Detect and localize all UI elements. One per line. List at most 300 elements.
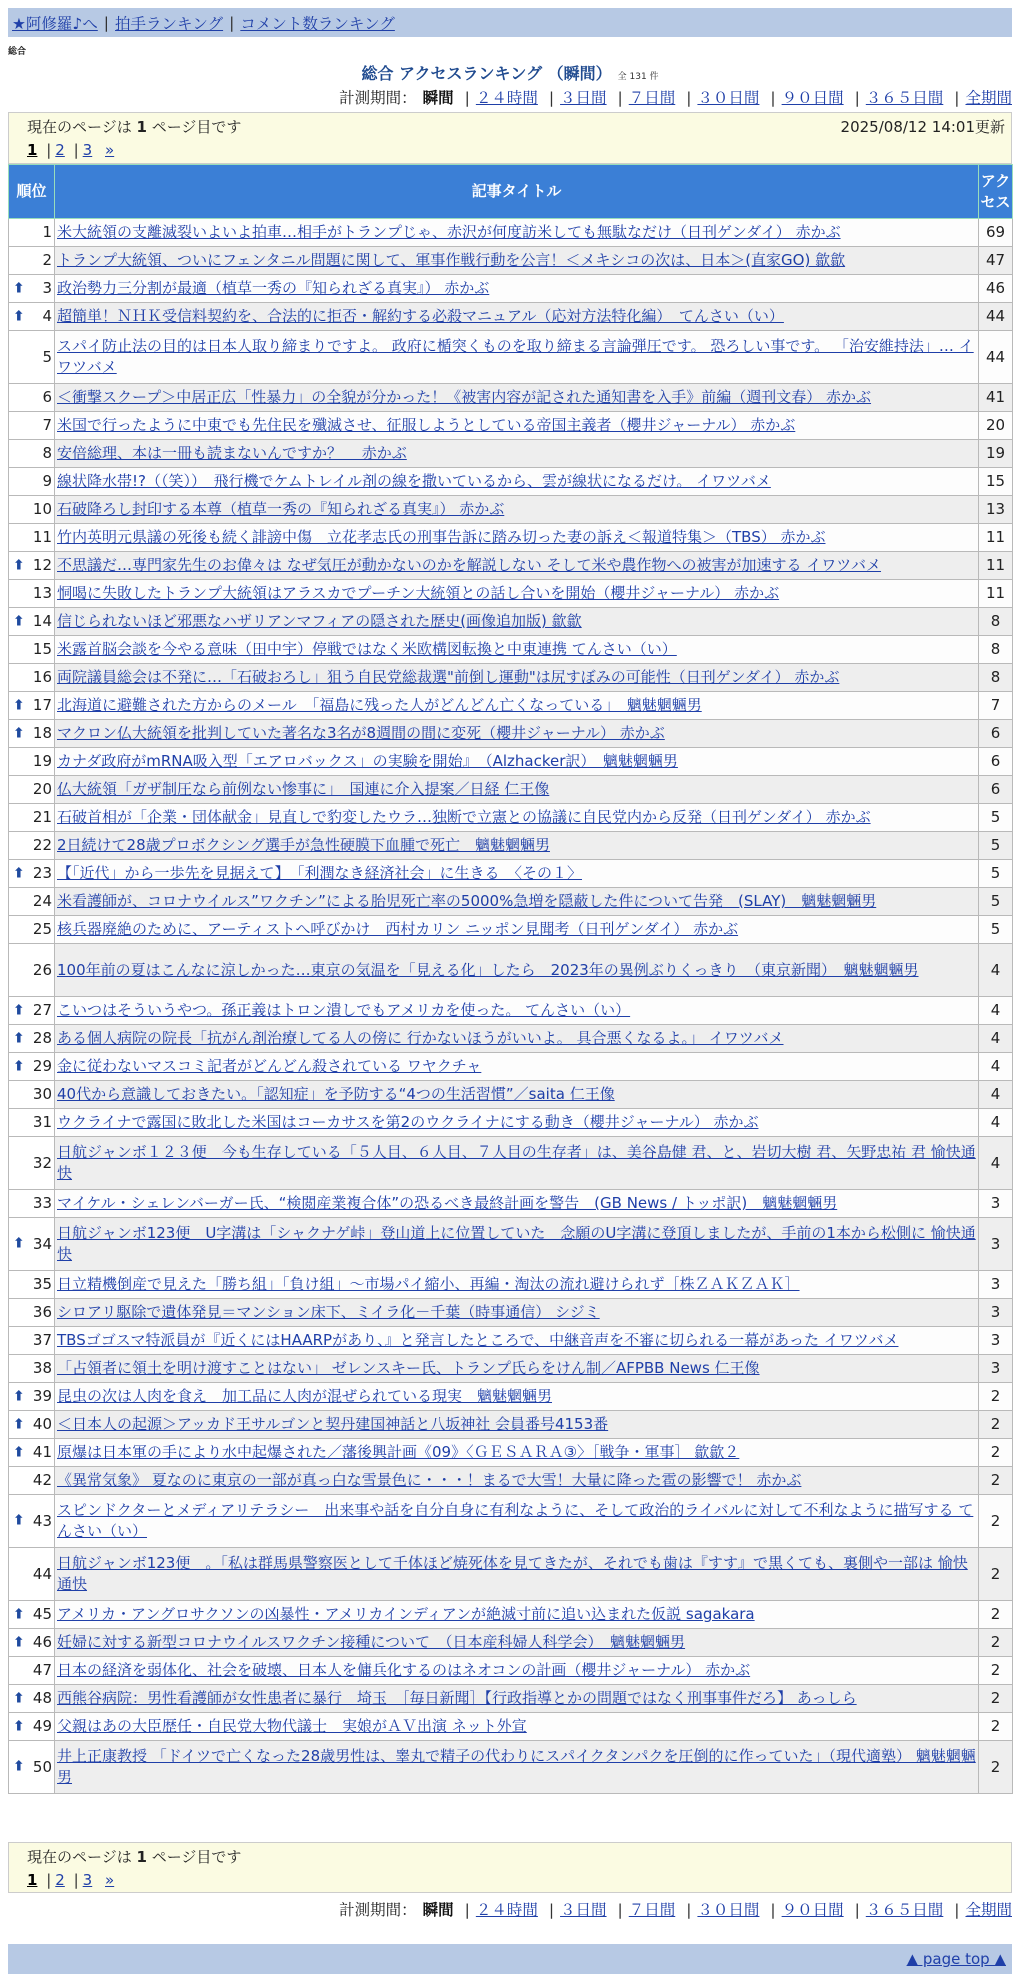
page-2-link[interactable]: 2 xyxy=(55,141,65,159)
article-link[interactable]: カナダ政府がmRNA吸入型「エアロバックス」の実験を開始』 （Alzhacker訳） 魑魅魍魎男 xyxy=(57,752,678,770)
period-separator: | xyxy=(464,1901,470,1919)
article-link[interactable]: 2日続けて28歳プロボクシング選手が急性硬膜下血腫で死亡 魑魅魍魎男 xyxy=(57,836,550,854)
access-count: 5 xyxy=(979,804,1013,832)
table-row xyxy=(9,1657,1013,1685)
table-row xyxy=(9,1601,1013,1629)
access-count: 2 xyxy=(979,1741,1013,1794)
rank-cell xyxy=(9,720,55,748)
rank-number: 1 xyxy=(42,223,52,241)
rank-number: 42 xyxy=(32,1471,52,1489)
table-row xyxy=(9,888,1013,916)
article-link[interactable]: 原爆は日本軍の手により水中起爆された／藩後興計画《09》〈ＧＥＳＡＲＡ③〉［戦争・軍事］ 歙歙２ xyxy=(57,1443,740,1461)
up-arrow-icon: ⬆ xyxy=(13,1388,25,1404)
access-count: 2 xyxy=(979,1495,1013,1548)
access-count: 20 xyxy=(979,412,1013,440)
article-link[interactable]: ある個人病院の院長「抗がん剤治療してる人の傍に 行かないほうがいいよ。 具合悪くなるよ。」 イワツバメ xyxy=(57,1029,784,1047)
title-cell xyxy=(55,331,979,384)
rank-cell xyxy=(9,412,55,440)
rank-cell xyxy=(9,1355,55,1383)
access-count: 2 xyxy=(979,1657,1013,1685)
rank-cell xyxy=(9,1467,55,1495)
top-nav xyxy=(8,8,1012,37)
rank-cell xyxy=(9,468,55,496)
title-cell xyxy=(55,1271,979,1299)
article-link[interactable]: 日航ジャンボ123便 U字溝は「シャクナゲ峠」登山道上に位置していた 念願のU字溝に登頂しましたが、手前の1本から松側に 愉快通快 xyxy=(57,1224,976,1263)
rank-cell xyxy=(9,275,55,303)
rank-number: 39 xyxy=(32,1387,52,1405)
access-count: 2 xyxy=(979,1601,1013,1629)
rank-cell xyxy=(9,384,55,412)
rank-number: 16 xyxy=(32,668,52,686)
total-count: 全 131 件 xyxy=(617,72,659,82)
title-cell xyxy=(55,468,979,496)
rank-number: 48 xyxy=(32,1689,52,1707)
page-separator: | xyxy=(46,1871,52,1889)
table-row xyxy=(9,1190,1013,1218)
title-cell xyxy=(55,997,979,1025)
title-cell xyxy=(55,496,979,524)
rank-number: 8 xyxy=(42,444,52,462)
table-row xyxy=(9,1299,1013,1327)
period-separator: | xyxy=(548,1901,555,1919)
rank-cell xyxy=(9,331,55,384)
rank-column-header: 順位 xyxy=(9,165,55,219)
article-link[interactable]: 【「近代」から一歩先を見据えて】 「利潤なき経済社会」に生きる 〈その１〉 xyxy=(57,864,583,882)
rank-cell xyxy=(9,247,55,275)
table-row xyxy=(9,636,1013,664)
rank-number: 40 xyxy=(32,1415,52,1433)
rank-number: 30 xyxy=(32,1085,52,1103)
home-link[interactable]: ★阿修羅♪へ xyxy=(12,14,98,33)
table-row xyxy=(9,1081,1013,1109)
table-row xyxy=(9,608,1013,636)
title-cell xyxy=(55,776,979,804)
access-column-header: アクセス xyxy=(979,165,1013,219)
up-arrow-icon: ⬆ xyxy=(13,1512,25,1529)
title-cell xyxy=(55,1327,979,1355)
article-link[interactable]: 不思議だ…専門家先生のお偉々は なぜ気圧が動かないのかを解説しない そして米や農作物への被害が加速する イワツバメ xyxy=(57,556,882,574)
table-row xyxy=(9,692,1013,720)
page-1-current: 1 xyxy=(27,1871,38,1889)
rank-cell xyxy=(9,524,55,552)
title-cell xyxy=(55,720,979,748)
article-link[interactable]: 石破降ろし封印する本尊（植草一秀の『知られざる真実』） 赤かぶ xyxy=(57,500,505,518)
table-row xyxy=(9,219,1013,247)
page-top-link[interactable]: ▲ page top ▲ xyxy=(906,1950,1006,1968)
footer-bar xyxy=(8,1944,1012,1974)
article-link[interactable]: 100年前の夏はこんなに涼しかった…東京の気温を「見える化」したら 2023年の異例ぶりくっきり （東京新聞） 魑魅魍魎男 xyxy=(57,960,919,979)
nav-separator: | xyxy=(103,13,110,32)
period-7d-link[interactable]: ７日間 xyxy=(628,89,676,107)
rank-cell xyxy=(9,944,55,997)
up-arrow-icon: ⬆ xyxy=(13,1606,25,1622)
article-link[interactable]: 米国で行ったように中東でも先住民を殲滅させ、征服しようとしている帝国主義者（櫻井ジャーナル） 赤かぶ xyxy=(57,416,796,434)
article-link[interactable]: 政治勢力三分割が最適（植草一秀の『知られざる真実』） 赤かぶ xyxy=(57,279,490,297)
rank-cell xyxy=(9,440,55,468)
rank-number: 45 xyxy=(32,1605,52,1623)
rank-cell xyxy=(9,1548,55,1601)
table-row xyxy=(9,1355,1013,1383)
article-link[interactable]: 父親はあの大臣歴任・自民党大物代議士 実娘がＡＶ出演 ネット外宣 xyxy=(57,1717,527,1735)
table-row xyxy=(9,580,1013,608)
title-cell xyxy=(55,1218,979,1271)
access-count: 15 xyxy=(979,468,1013,496)
page-2-link[interactable]: 2 xyxy=(55,1871,65,1889)
rank-cell xyxy=(9,608,55,636)
up-arrow-icon: ⬆ xyxy=(13,697,25,713)
title-cell xyxy=(55,664,979,692)
access-count: 11 xyxy=(979,524,1013,552)
rank-cell xyxy=(9,1327,55,1355)
rank-cell xyxy=(9,860,55,888)
rank-number: 19 xyxy=(32,752,52,770)
table-row xyxy=(9,776,1013,804)
access-count: 3 xyxy=(979,1355,1013,1383)
table-row xyxy=(9,944,1013,997)
up-arrow-icon: ⬆ xyxy=(13,725,25,741)
article-link[interactable]: トランプ大統領、ついにフェンタニル問題に関して、軍事作戦行動を公言！＜メキシコの次は、日本＞(直家GO) 歙歙 xyxy=(57,251,846,269)
article-link[interactable]: 安倍総理、本は一冊も読まないんですか？ 赤かぶ xyxy=(57,444,407,462)
period-7d-link[interactable]: ７日間 xyxy=(628,1901,676,1919)
article-link[interactable]: 超簡単！ＮＨＫ受信料契約を、合法的に拒否・解約する必殺マニュアル（応対方法特化編） てんさい（い） xyxy=(57,307,784,325)
access-count: 4 xyxy=(979,944,1013,997)
access-count: 3 xyxy=(979,1271,1013,1299)
table-row xyxy=(9,1713,1013,1741)
access-count: 4 xyxy=(979,997,1013,1025)
table-row xyxy=(9,468,1013,496)
page-links xyxy=(27,1871,114,1889)
access-count: 4 xyxy=(979,1137,1013,1190)
period-separator: | xyxy=(617,1901,623,1919)
title-cell xyxy=(55,832,979,860)
title-cell xyxy=(55,1685,979,1713)
article-link[interactable]: 井上正康教授 「ドイツで亡くなった28歳男性は、睾丸で精子の代わりにスパイクタンパクを圧倒的に作っていた」（現代適塾） 魑魅魍魎男 xyxy=(57,1747,976,1786)
rank-cell xyxy=(9,1025,55,1053)
table-row xyxy=(9,496,1013,524)
article-link[interactable]: 昆虫の次は人肉を食え 加工品に人肉が混ぜられている現実 魑魅魍魎男 xyxy=(57,1387,553,1405)
period-separator: | xyxy=(686,89,692,107)
article-link[interactable]: 「占領者に領土を明け渡すことはない」 ゼレンスキー氏、トランプ氏らをけん制／AFPBB News 仁王像 xyxy=(57,1359,760,1377)
article-link[interactable]: スピンドクターとメディアリテラシー 出来事や話を自分自身に有利なように、そして政治的ライバルに対して不利なように描写する てんさい（い） xyxy=(57,1501,974,1540)
table-row xyxy=(9,1629,1013,1657)
period-90d-link[interactable]: ９０日間 xyxy=(781,89,844,107)
up-arrow-icon: ⬆ xyxy=(13,308,25,324)
title-cell xyxy=(55,1053,979,1081)
rank-cell xyxy=(9,1713,55,1741)
page-separator: | xyxy=(46,141,52,159)
up-arrow-icon: ⬆ xyxy=(13,557,25,573)
table-row xyxy=(9,664,1013,692)
rank-cell xyxy=(9,748,55,776)
category-label: 総合 xyxy=(8,47,27,57)
title-cell xyxy=(55,524,979,552)
article-link[interactable]: 金に従わないマスコミ記者がどんどん殺されている ワヤクチャ xyxy=(57,1057,482,1075)
comment-ranking-link[interactable]: コメント数ランキング xyxy=(240,14,395,33)
access-count: 6 xyxy=(979,748,1013,776)
rank-cell xyxy=(9,580,55,608)
period-separator: | xyxy=(954,1901,960,1919)
period-separator: | xyxy=(954,89,960,107)
article-link[interactable]: ウクライナで露国に敗北した米国はコーカサスを第2のウクライナにする動き（櫻井ジャーナル） 赤かぶ xyxy=(57,1113,759,1131)
title-cell xyxy=(55,860,979,888)
rank-number: 21 xyxy=(32,808,52,826)
title-cell xyxy=(55,692,979,720)
rank-number: 50 xyxy=(32,1757,52,1776)
table-row xyxy=(9,997,1013,1025)
title-cell xyxy=(55,247,979,275)
title-cell xyxy=(55,1548,979,1601)
rank-number: 37 xyxy=(32,1331,52,1349)
page-links xyxy=(27,141,114,159)
title-cell xyxy=(55,748,979,776)
table-row xyxy=(9,1685,1013,1713)
table-row xyxy=(9,524,1013,552)
rank-number: 18 xyxy=(32,724,52,742)
rank-cell xyxy=(9,1657,55,1685)
rank-cell xyxy=(9,664,55,692)
article-link[interactable]: 米大統領の支離滅裂いよいよ拍車…相手がトランプじゃ、赤沢が何度訪米しても無駄なだけ（日刊ゲンダイ） 赤かぶ xyxy=(57,223,841,241)
access-count: 2 xyxy=(979,1439,1013,1467)
period-all-link[interactable]: 全期間 xyxy=(965,89,1012,107)
title-cell xyxy=(55,412,979,440)
rank-cell xyxy=(9,1081,55,1109)
title-cell xyxy=(55,1629,979,1657)
title-cell xyxy=(55,1383,979,1411)
rank-number: 31 xyxy=(32,1113,52,1131)
pager-top xyxy=(8,112,1012,164)
rank-cell xyxy=(9,916,55,944)
period-label: 計測期間： xyxy=(339,1901,417,1919)
access-count: 3 xyxy=(979,1327,1013,1355)
article-link[interactable]: 石破首相が「企業・団体献金」見直しで豹変したウラ…独断で立憲との協議に自民党内から反発（日刊ゲンダイ） 赤かぶ xyxy=(57,808,871,826)
up-arrow-icon: ⬆ xyxy=(13,1758,25,1775)
title-cell xyxy=(55,804,979,832)
period-separator: | xyxy=(770,1901,776,1919)
rank-number: 15 xyxy=(32,640,52,658)
page-3-link[interactable]: 3 xyxy=(82,141,93,159)
access-count: 2 xyxy=(979,1548,1013,1601)
rank-cell xyxy=(9,1629,55,1657)
next-page-link[interactable]: » xyxy=(105,141,115,159)
up-arrow-icon: ⬆ xyxy=(13,1058,25,1074)
title-cell xyxy=(55,1601,979,1629)
period-365d-link[interactable]: ３６５日間 xyxy=(865,89,944,107)
period-24h-link[interactable]: ２４時間 xyxy=(475,89,538,107)
article-link[interactable]: 日本の経済を弱体化、社会を破壊、日本人を傭兵化するのはネオコンの計画（櫻井ジャーナル） 赤かぶ xyxy=(57,1661,751,1679)
access-count: 47 xyxy=(979,247,1013,275)
period-90d-link[interactable]: ９０日間 xyxy=(781,1901,844,1919)
rank-cell xyxy=(9,1383,55,1411)
period-3d-link[interactable]: ３日間 xyxy=(560,89,607,107)
article-link[interactable]: 仏大統領「ガザ制圧なら前例ない惨事に」 国連に介入提案／日経 仁王像 xyxy=(57,780,550,798)
access-count: 11 xyxy=(979,580,1013,608)
rank-cell xyxy=(9,832,55,860)
table-row xyxy=(9,1327,1013,1355)
access-count: 4 xyxy=(979,1081,1013,1109)
article-link[interactable]: マクロン仏大統領を批判していた著名な3名が8週間の間に変死（櫻井ジャーナル） 赤かぶ xyxy=(57,724,665,742)
up-arrow-icon: ⬆ xyxy=(13,1030,25,1046)
period-all-link[interactable]: 全期間 xyxy=(965,1901,1012,1919)
article-link[interactable]: ＜衝撃スクープ＞中居正広「性暴力」の全貌が分かった！《被害内容が記された通知書を入手》前編（週刊文春） 赤かぶ xyxy=(57,388,872,406)
article-link[interactable]: 核兵器廃絶のために、アーティストへ呼びかけ 西村カリン ニッポン見聞考（日刊ゲンダイ） 赤かぶ xyxy=(57,920,739,938)
table-row xyxy=(9,860,1013,888)
article-link[interactable]: 北海道に避難された方からのメール 「福島に残った人がどんどん亡くなっている」 魑魅魍魎男 xyxy=(57,696,702,714)
current-page-text: 現在のページは 1 ページ目です xyxy=(27,118,242,136)
rank-cell xyxy=(9,1299,55,1327)
rank-cell xyxy=(9,219,55,247)
period-30d-link[interactable]: ３０日間 xyxy=(697,89,760,107)
period-separator: | xyxy=(686,1901,692,1919)
article-link[interactable]: 日航ジャンボ123便 。「私は群馬県警察医として千体ほど焼死体を見てきたが、それでも歯は『すす』で黒くても、裏側や一部は 愉快通快 xyxy=(57,1554,968,1593)
table-row xyxy=(9,1053,1013,1081)
rank-cell xyxy=(9,496,55,524)
table-row xyxy=(9,552,1013,580)
rank-number: 28 xyxy=(32,1029,52,1047)
rank-cell xyxy=(9,1137,55,1190)
clap-ranking-link[interactable]: 拍手ランキング xyxy=(115,14,224,33)
title-column-header: 記事タイトル xyxy=(55,165,979,219)
access-count: 8 xyxy=(979,608,1013,636)
period-3d-link[interactable]: ３日間 xyxy=(560,1901,607,1919)
article-link[interactable]: 竹内英明元県議の死後も続く誹謗中傷 立花孝志氏の刑事告訴に踏み切った妻の訴え＜報道特集＞（TBS） 赤かぶ xyxy=(57,528,826,546)
article-link[interactable]: 信じられないほど邪悪なハザリアンマフィアの隠された歴史(画像追加版) 歙歙 xyxy=(57,612,582,630)
table-row xyxy=(9,1548,1013,1601)
current-page-text: 現在のページは 1 ページ目です xyxy=(27,1848,242,1866)
pager-bottom xyxy=(8,1842,1012,1893)
rank-number: 49 xyxy=(32,1717,52,1735)
period-30d-link[interactable]: ３０日間 xyxy=(697,1901,760,1919)
rank-number: 10 xyxy=(32,500,52,518)
title-cell xyxy=(55,1439,979,1467)
period-separator: | xyxy=(617,89,623,107)
article-link[interactable]: アメリカ・アングロサクソンの凶暴性・アメリカインディアンが絶滅寸前に追い込まれた仮説 sagakara xyxy=(57,1605,755,1623)
updated-timestamp: 2025/08/12 14:01更新 xyxy=(840,118,1005,136)
access-count: 5 xyxy=(979,860,1013,888)
table-row xyxy=(9,331,1013,384)
period-365d-link[interactable]: ３６５日間 xyxy=(865,1901,944,1919)
table-row xyxy=(9,1218,1013,1271)
rank-cell xyxy=(9,692,55,720)
table-row xyxy=(9,1467,1013,1495)
table-row xyxy=(9,1411,1013,1439)
article-link[interactable]: 40代から意識しておきたい。「認知症」を予防する“4つの生活習慣”／saita 仁王像 xyxy=(57,1085,615,1103)
next-page-link[interactable]: » xyxy=(105,1871,115,1889)
up-arrow-icon: ⬆ xyxy=(13,1718,25,1734)
rank-number: 35 xyxy=(32,1275,52,1293)
rank-number: 7 xyxy=(42,416,52,434)
access-count: 69 xyxy=(979,219,1013,247)
rank-number: 5 xyxy=(42,347,52,366)
access-count: 2 xyxy=(979,1383,1013,1411)
access-count: 6 xyxy=(979,776,1013,804)
rank-number: 9 xyxy=(42,472,52,490)
article-link[interactable]: TBSゴゴスマ特派員が『近くにはHAARPがあり、』と発言したところで、中継音声を不審に切られる一幕があった イワツバメ xyxy=(57,1331,899,1349)
access-count: 2 xyxy=(979,1467,1013,1495)
rank-number: 44 xyxy=(32,1564,52,1583)
article-link[interactable]: 米看護師が、コロナウイルス”ワクチン”による胎児死亡率の5000%急増を隠蔽した件について告発 (SLAY) 魑魅魍魎男 xyxy=(57,892,877,910)
ranking-body xyxy=(9,219,1013,1794)
access-count: 2 xyxy=(979,1629,1013,1657)
table-row xyxy=(9,1439,1013,1467)
article-link[interactable]: 日航ジャンボ１２３便 今も生存している「５人目、６人目、７人目の生存者」は、美谷島健 君、と、岩切大樹 君、矢野忠祐 君 愉快通快 xyxy=(57,1143,976,1182)
table-row xyxy=(9,275,1013,303)
access-count: 5 xyxy=(979,916,1013,944)
page-3-link[interactable]: 3 xyxy=(82,1871,93,1889)
table-row xyxy=(9,1109,1013,1137)
rank-cell xyxy=(9,776,55,804)
title-cell xyxy=(55,1190,979,1218)
article-link[interactable]: 日立精機倒産で見えた「勝ち組」「負け組」～市場パイ縮小、再編・淘汰の流れ避けられず［株ＺＡＫＺＡＫ］ xyxy=(57,1275,800,1293)
access-count: 3 xyxy=(979,1299,1013,1327)
title-cell xyxy=(55,1713,979,1741)
article-link[interactable]: 米露首脳会談を今やる意味（田中宇）停戦ではなく米欧構図転換と中東連携 てんさい（い） xyxy=(57,640,677,658)
up-arrow-icon: ⬆ xyxy=(13,1690,25,1706)
title-cell xyxy=(55,1081,979,1109)
title-cell xyxy=(55,1741,979,1794)
title-cell xyxy=(55,888,979,916)
rank-cell xyxy=(9,888,55,916)
article-link[interactable]: マイケル・シェレンバーガー氏、“検閲産業複合体”の恐るべき最終計画を警告 (GB News / トッポ訳) 魑魅魍魎男 xyxy=(57,1194,838,1212)
period-24h-link[interactable]: ２４時間 xyxy=(475,1901,538,1919)
rank-number: 20 xyxy=(32,780,52,798)
rank-number: 43 xyxy=(32,1511,52,1530)
article-link[interactable]: 両院議員総会は不発に…「石破おろし」狙う自民党総裁選"前倒し運動"は尻すぼみの可能性（日刊ゲンダイ） 赤かぶ xyxy=(57,668,840,686)
rank-number: 36 xyxy=(32,1303,52,1321)
ranking-title: 総合 アクセスランキング （瞬間） xyxy=(361,64,612,83)
period-separator: | xyxy=(854,89,860,107)
page-separator: | xyxy=(73,1871,79,1889)
access-count: 8 xyxy=(979,636,1013,664)
access-count: 3 xyxy=(979,1190,1013,1218)
access-count: 4 xyxy=(979,1053,1013,1081)
rank-number: 32 xyxy=(32,1153,52,1172)
rank-number: 13 xyxy=(32,584,52,602)
title-cell xyxy=(55,275,979,303)
article-link[interactable]: 《異常気象》 夏なのに東京の一部が真っ白な雪景色に・・・！まるで大雪！大量に降った雹の影響で！ 赤かぶ xyxy=(57,1471,802,1489)
article-link[interactable]: こいつはそういうやつ。孫正義はトロン潰しでもアメリカを使った。 てんさい（い） xyxy=(57,1001,631,1019)
table-row xyxy=(9,440,1013,468)
rank-number: 26 xyxy=(32,960,52,979)
table-row xyxy=(9,1137,1013,1190)
table-row xyxy=(9,1741,1013,1794)
table-row xyxy=(9,412,1013,440)
access-count: 13 xyxy=(979,496,1013,524)
title-cell xyxy=(55,916,979,944)
title-cell xyxy=(55,944,979,997)
article-link[interactable]: ＜日本人の起源＞アッカド王サルゴンと契丹建国神話と八坂神社 会員番号4153番 xyxy=(57,1415,609,1433)
title-cell xyxy=(55,1109,979,1137)
title-cell xyxy=(55,303,979,331)
table-row xyxy=(9,1383,1013,1411)
table-row xyxy=(9,1271,1013,1299)
title-cell xyxy=(55,580,979,608)
rank-number: 24 xyxy=(32,892,52,910)
article-link[interactable]: 恫喝に失敗したトランプ大統領はアラスカでプーチン大統領との話し合いを開始（櫻井ジャーナル） 赤かぶ xyxy=(57,584,780,602)
title-cell xyxy=(55,440,979,468)
up-arrow-icon: ⬆ xyxy=(13,1444,25,1460)
article-link[interactable]: 線状降水帯!?（（笑）） 飛行機でケムトレイル剤の線を撒いているから、雲が線状になるだけ。 イワツバメ xyxy=(57,472,771,490)
rank-number: 2 xyxy=(42,251,52,269)
article-link[interactable]: 西熊谷病院：男性看護師が女性患者に暴行 埼玉 ［毎日新聞］【行政指導とかの問題ではなく刑事事件だろ】 あっしら xyxy=(57,1689,857,1707)
rank-number: 6 xyxy=(42,388,52,406)
article-link[interactable]: スパイ防止法の目的は日本人取り締まりですよ。 政府に楯突くものを取り締まる言論弾圧です。 恐ろしい事です。 「治安維持法」… イワツバメ xyxy=(57,337,974,376)
title-cell xyxy=(55,1137,979,1190)
access-count: 44 xyxy=(979,331,1013,384)
article-link[interactable]: 妊婦に対する新型コロナウイルスワクチン接種について （日本産科婦人科学会） 魑魅魍魎男 xyxy=(57,1633,686,1651)
article-link[interactable]: シロアリ駆除で遺体発見＝マンション床下、ミイラ化－千葉（時事通信） シジミ xyxy=(57,1303,600,1321)
table-row xyxy=(9,804,1013,832)
up-arrow-icon: ⬆ xyxy=(13,1002,25,1018)
